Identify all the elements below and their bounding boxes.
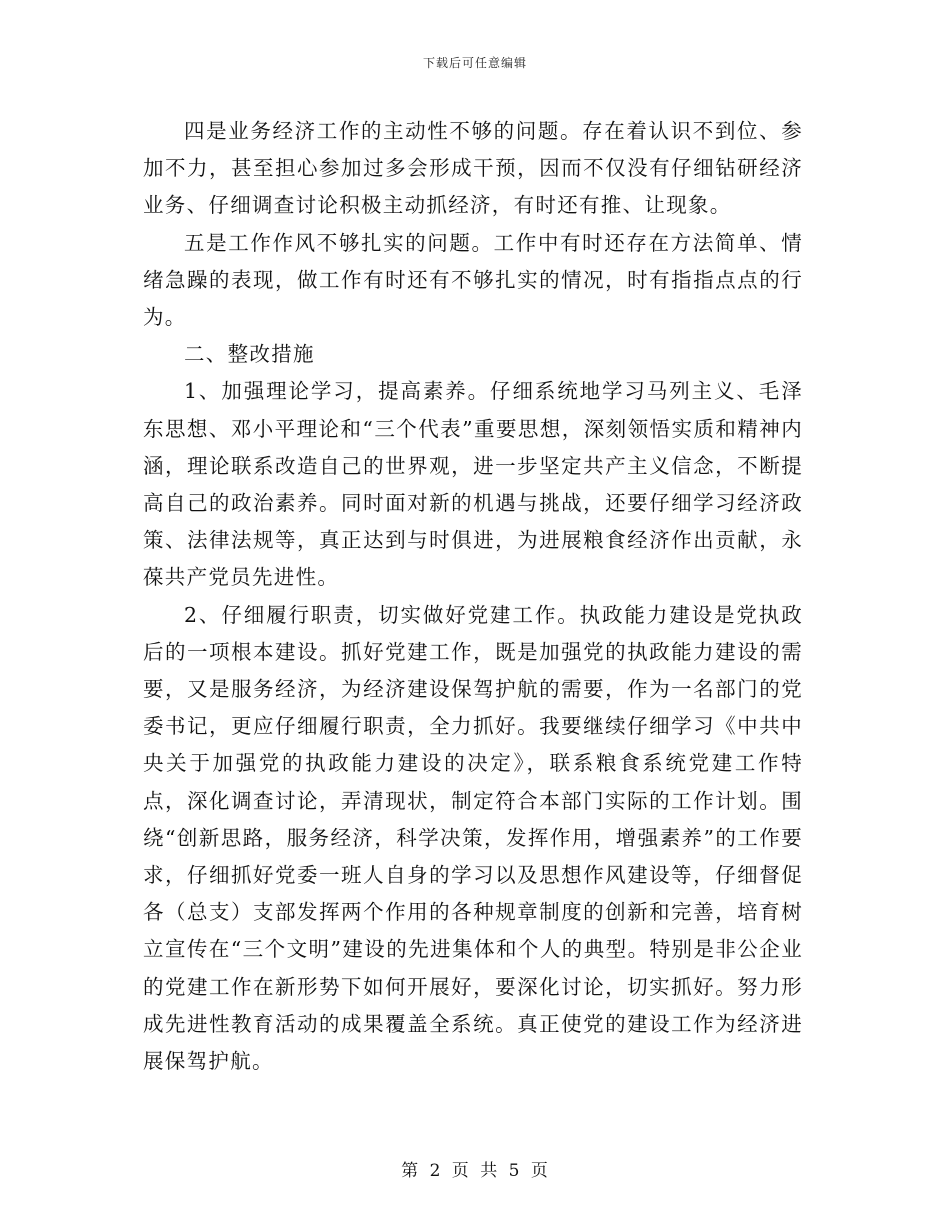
paragraph-measure-one: 1、加强理论学习，提高素养。仔细系统地学习马列主义、毛泽东思想、邓小平理论和“三个代表”重要思想，深刻领悟实质和精神内涵，理论联系改造自己的世界观，进一步坚定共产主义信念，不断提高自己的政治素养。同时面对新的机遇与挑战，还要仔细学习经济政策、法律法规等，真正达到与时俱进，为进展粮食经济作出贡献，永葆共产党员先进性。 — [143, 379, 803, 590]
paragraph-problem-five: 五是工作作风不够扎实的问题。工作中有时还存在方法简单、情绪急躁的表现，做工作有时还有不够扎实的情况，时有指指点点的行为。 — [143, 230, 803, 330]
page-header: 下载后可任意编辑 — [422, 56, 527, 70]
section-heading-rectification: 二、整改措施 — [184, 342, 315, 367]
document-body — [143, 113, 803, 1080]
paragraph-measure-two: 2、仔细履行职责，切实做好党建工作。执政能力建设是党执政后的一项根本建设。抓好党建工作，既是加强党的执政能力建设的需要，又是服务经济，为经济建设保驾护航的需要，作为一名部门的党委书记，更应仔细履行职责，全力抓好。我要继续仔细学习《中共中央关于加强党的执政能力建设的决定》，联系粮食系统党建工作特点，深化调查讨论，弄清现状，制定符合本部门实际的工作计划。围绕“创新思路，服务经济，科学决策，发挥作用，增强素养”的工作要求，仔细抓好党委一班人自身的学习以及思想作风建设等，仔细督促各（总支）支部发挥两个作用的各种规章制度的创新和完善，培育树立宣传在“三个文明”建设的先进集体和个人的典型。特别是非公企业的党建工作在新形势下如何开展好，要深化讨论，切实抓好。努力形成先进性教育活动的成果覆盖全系统。真正使党的建设工作为经济进展保驾护航。 — [143, 602, 803, 1074]
paragraph-problem-four: 四是业务经济工作的主动性不够的问题。存在着认识不到位、参加不力，甚至担心参加过多会形成干预，因而不仅没有仔细钻研经济业务、仔细调查讨论积极主动抓经济，有时还有推、让现象。 — [143, 119, 803, 218]
page-footer: 第 2 页 共 5 页 — [401, 1161, 549, 1181]
